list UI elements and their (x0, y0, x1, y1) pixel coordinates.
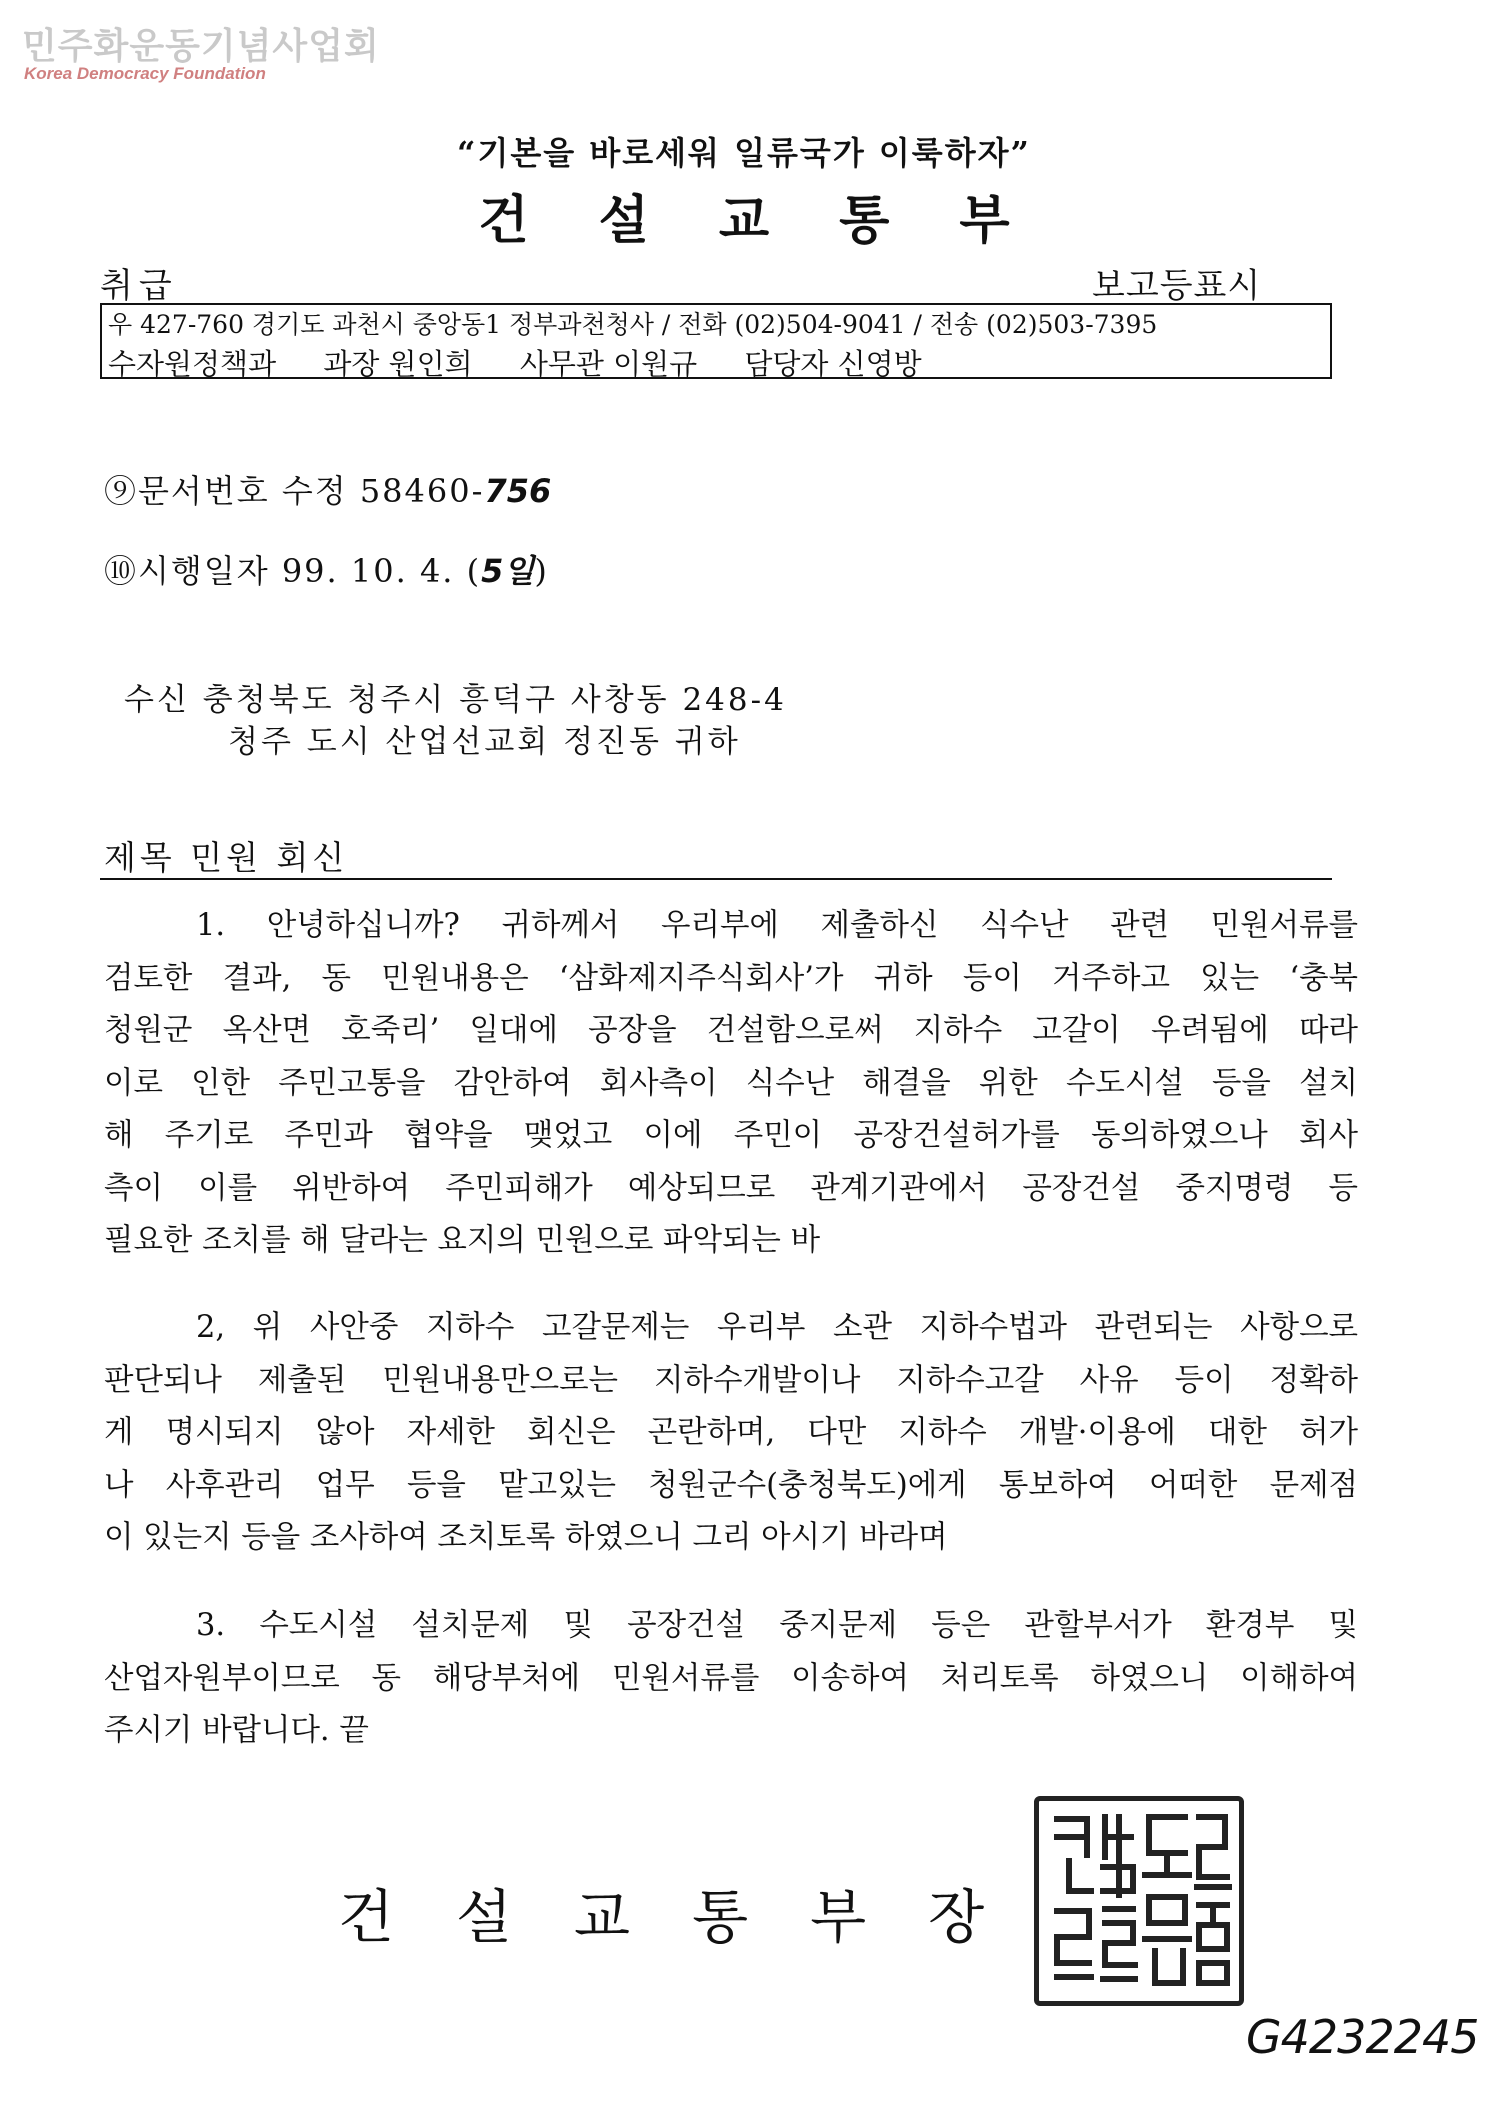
signature-title: 건설교통부장 (338, 1883, 1047, 1951)
paragraph-line: 2, 위 사안중 지하수 고갈문제는 우리부 소관 지하수법과 관련되는 사항으로 (196, 1310, 1358, 1345)
paragraph-line: 청원군 옥산면 호죽리’ 일대에 공장을 건설함으로써 지하수 고갈이 우려됨에 따라 (104, 1013, 1358, 1048)
date-handwritten: 5일 (481, 552, 535, 590)
handler: 담당자 신영방 (744, 347, 922, 381)
department: 수자원정책과 (108, 347, 277, 381)
handling-label: 취급 (100, 266, 178, 306)
contact-staff (108, 342, 960, 383)
seal-glyphs (1039, 1801, 1239, 2001)
paragraph-2 (104, 1302, 1358, 1565)
watermark-korean: 민주화운동기념사업회 (22, 26, 380, 67)
paragraph-line: 나 사후관리 업무 등을 맡고있는 청원군수(충청북도)에게 통보하여 어떠한 문제점 (104, 1467, 1358, 1503)
paragraph-line: 판단되나 제출된 민원내용만으로는 지하수개발이나 지하수고갈 사유 등이 정확하 (104, 1362, 1358, 1398)
paragraph-line: 필요한 조치를 해 달라는 요지의 민원으로 파악되는 바 (104, 1223, 821, 1258)
subject-divider (100, 878, 1332, 880)
paragraph-1 (104, 900, 1358, 1268)
subject: 제목 민원 회신 (104, 838, 349, 877)
ministry-title: 건설교통부 (478, 190, 1080, 251)
paragraph-line: 이 있는지 등을 조사하여 조치토록 하였으니 그리 아시기 바라며 (104, 1520, 948, 1555)
chief: 과장 원인희 (323, 347, 473, 381)
date-label: ⑩시행일자 99. 10. 4. ( (104, 552, 482, 590)
contact-address: 우 427-760 경기도 과천시 중앙동1 정부과천청사 / 전화 (02)504-9041 / 전송 (02)503-7395 (108, 310, 1158, 339)
paragraph-line: 이로 인한 주민고통을 감안하여 회사측이 식수난 해결을 위한 수도시설 등을 설치 (104, 1065, 1358, 1101)
officer: 사무관 이원규 (519, 347, 698, 381)
document-number-label: ⑨문서번호 수정 58460- (104, 472, 485, 510)
enforcement-date (104, 546, 549, 592)
official-seal-icon (1034, 1796, 1244, 2006)
paragraph-line: 3. 수도시설 설치문제 및 공장건설 중지문제 등은 관할부서가 환경부 및 (196, 1608, 1358, 1643)
document-number-handwritten: 756 (484, 472, 552, 510)
paragraph-line: 1. 안녕하십니까? 귀하께서 우리부에 제출하신 식수난 관련 민원서류를 (196, 908, 1358, 943)
recipient-address: 수신 충청북도 청주시 흥덕구 사창동 248-4 (124, 682, 787, 718)
slogan: “기본을 바로세워 일류국가 이룩하자” (457, 134, 1031, 172)
recipient-name: 청주 도시 산업선교회 정진동 귀하 (228, 724, 741, 760)
report-label: 보고등표시 (1092, 266, 1262, 306)
document-number (104, 466, 551, 512)
paragraph-line: 게 명시되지 않아 자세한 회신은 곤란하며, 다만 지하수 개발·이용에 대한 허가 (104, 1415, 1358, 1450)
paragraph-line: 주시기 바랍니다. 끝 (104, 1713, 369, 1748)
paragraph-line: 산업자원부이므로 동 해당부처에 민원서류를 이송하여 처리토록 하였으니 이해하여 (104, 1660, 1358, 1696)
paragraph-line: 해 주기로 주민과 협약을 맺었고 이에 주민이 공장건설허가를 동의하였으나 회사 (104, 1118, 1358, 1153)
paragraph-line: 검토한 결과, 동 민원내용은 ‘삼화제지주식회사’가 귀하 등이 거주하고 있는 ‘충북 (104, 960, 1358, 996)
document-id: G4232245 (1246, 2010, 1479, 2064)
date-close: ) (534, 552, 549, 590)
watermark-english: Korea Democracy Foundation (24, 64, 266, 83)
paragraph-3 (104, 1600, 1358, 1758)
paragraph-line: 측이 이를 위반하여 주민피해가 예상되므로 관계기관에서 공장건설 중지명령 등 (104, 1170, 1358, 1206)
